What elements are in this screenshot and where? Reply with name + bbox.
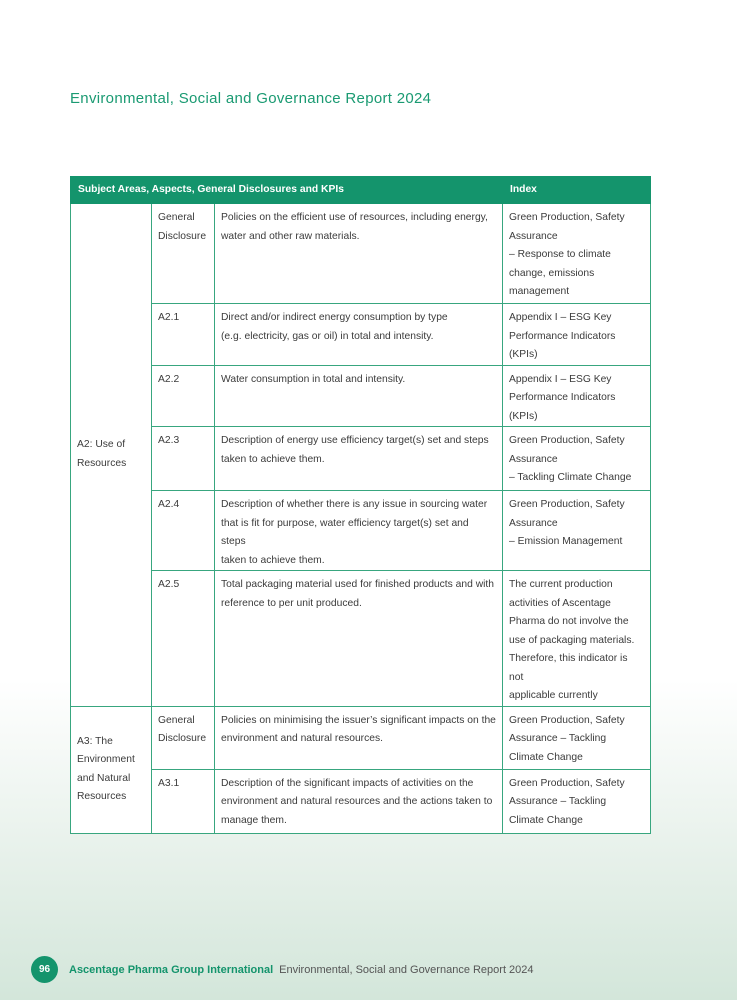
- code-cell: [152, 304, 215, 366]
- code-cell: [152, 571, 215, 707]
- index-cell: [503, 491, 651, 571]
- subject-line: Resources: [77, 791, 127, 802]
- index-line: Green Production, Safety: [509, 212, 625, 223]
- index-line: Green Production, Safety: [509, 714, 625, 726]
- subject-cell-a2: [71, 204, 152, 707]
- index-line: – Response to climate: [509, 249, 611, 260]
- index-cell: [503, 304, 651, 366]
- code-cell: [152, 204, 215, 304]
- index-line: Assurance: [509, 517, 558, 529]
- subject-line: Environment: [77, 754, 135, 765]
- index-line: Assurance – Tackling: [509, 733, 607, 744]
- index-cell: [503, 769, 651, 833]
- description-cell: [215, 706, 503, 769]
- description-cell: [215, 571, 503, 707]
- desc-line: (e.g. electricity, gas or oil) in total and intensity.: [221, 330, 434, 342]
- index-line: Performance Indicators (KPIs): [509, 392, 616, 422]
- description-cell: [215, 769, 503, 833]
- index-cell: [503, 365, 651, 427]
- index-cell: [503, 204, 651, 304]
- desc-line: that is fit for purpose, water efficiency target(s) set and steps: [221, 517, 469, 547]
- code-line: General: [158, 212, 195, 223]
- index-line: – Emission Management: [509, 536, 623, 547]
- description-cell: [215, 304, 503, 366]
- subject-line: and Natural: [77, 772, 131, 784]
- index-cell: [503, 706, 651, 769]
- index-line: Green Production, Safety: [509, 435, 625, 446]
- index-line: Appendix I – ESG Key: [509, 373, 612, 385]
- index-line: use of packaging materials.: [509, 634, 635, 646]
- desc-line: manage them.: [221, 814, 287, 826]
- index-line: Therefore, this indicator is not: [509, 653, 628, 683]
- index-line: The current production: [509, 579, 613, 590]
- index-line: Appendix I – ESG Key: [509, 312, 612, 323]
- desc-line: taken to achieve them.: [221, 453, 325, 465]
- table-row: [71, 491, 651, 571]
- desc-line: Water consumption in total and intensity.: [221, 373, 406, 385]
- table-header-row: [71, 177, 651, 204]
- desc-line: Description of energy use efficiency target(s) set and steps: [221, 435, 489, 446]
- index-line: Assurance – Tackling: [509, 796, 607, 807]
- code-cell: [152, 491, 215, 571]
- desc-line: reference to per unit produced.: [221, 597, 362, 609]
- code-cell: [152, 706, 215, 769]
- subject-line: Resources: [77, 457, 127, 469]
- index-line: – Tackling Climate Change: [509, 472, 632, 483]
- index-line: Performance Indicators (KPIs): [509, 330, 616, 360]
- desc-line: Total packaging material used for finished products and with: [221, 579, 495, 590]
- index-line: Climate Change: [509, 814, 583, 826]
- index-cell: [503, 427, 651, 491]
- desc-line: Policies on minimising the issuer’s significant impacts on the: [221, 714, 496, 726]
- footer-report-name: Environmental, Social and Governance Report 2024: [279, 963, 534, 976]
- index-line: Green Production, Safety: [509, 499, 625, 510]
- desc-line: taken to achieve them.: [221, 554, 325, 566]
- code-cell: [152, 427, 215, 491]
- header-index: Index: [503, 177, 651, 204]
- subject-line: A2: Use of: [77, 439, 126, 451]
- description-cell: [215, 365, 503, 427]
- table-row: [71, 769, 651, 833]
- code-line: A3.1: [158, 777, 180, 789]
- code-line: A2.1: [158, 312, 180, 323]
- index-line: Assurance: [509, 230, 558, 242]
- index-line: Green Production, Safety: [509, 777, 625, 789]
- code-line: A2.4: [158, 499, 180, 510]
- index-line: change, emissions: [509, 267, 595, 279]
- desc-line: Direct and/or indirect energy consumption by type: [221, 312, 448, 323]
- index-line: activities of Ascentage: [509, 597, 611, 609]
- footer-company-name: Ascentage Pharma Group International: [69, 963, 274, 976]
- table-row: [71, 571, 651, 707]
- description-cell: [215, 204, 503, 304]
- index-line: Pharma do not involve the: [509, 616, 629, 627]
- index-line: Climate Change: [509, 751, 583, 763]
- desc-line: environment and natural resources.: [221, 733, 383, 744]
- code-line: A2.3: [158, 435, 180, 446]
- report-title: Environmental, Social and Governance Report 2024: [70, 90, 432, 107]
- desc-line: Description of the significant impacts of activities on the: [221, 777, 474, 789]
- code-line: A2.2: [158, 373, 180, 385]
- desc-line: Policies on the efficient use of resources, including energy,: [221, 212, 488, 223]
- esg-index-table: [70, 176, 651, 834]
- page-footer: [31, 956, 534, 983]
- index-line: Assurance: [509, 453, 558, 465]
- table-row: [71, 304, 651, 366]
- code-line: Disclosure: [158, 230, 207, 242]
- code-cell: [152, 365, 215, 427]
- code-line: A2.5: [158, 579, 180, 590]
- page-number-badge: 96: [31, 956, 58, 983]
- index-line: applicable currently: [509, 690, 598, 701]
- header-subject: Subject Areas, Aspects, General Disclosures and KPIs: [71, 177, 503, 204]
- index-cell: [503, 571, 651, 707]
- code-line: General: [158, 714, 195, 726]
- table-row: [71, 706, 651, 769]
- subject-line: A3: The: [77, 735, 113, 747]
- code-line: Disclosure: [158, 733, 207, 744]
- description-cell: [215, 491, 503, 571]
- description-cell: [215, 427, 503, 491]
- index-line: management: [509, 286, 570, 297]
- desc-line: Description of whether there is any issue in sourcing water: [221, 499, 488, 510]
- table-row: [71, 365, 651, 427]
- desc-line: water and other raw materials.: [221, 230, 360, 242]
- table-row: [71, 204, 651, 304]
- code-cell: [152, 769, 215, 833]
- desc-line: environment and natural resources and the actions taken to: [221, 796, 493, 807]
- subject-cell-a3: [71, 706, 152, 833]
- table-row: [71, 427, 651, 491]
